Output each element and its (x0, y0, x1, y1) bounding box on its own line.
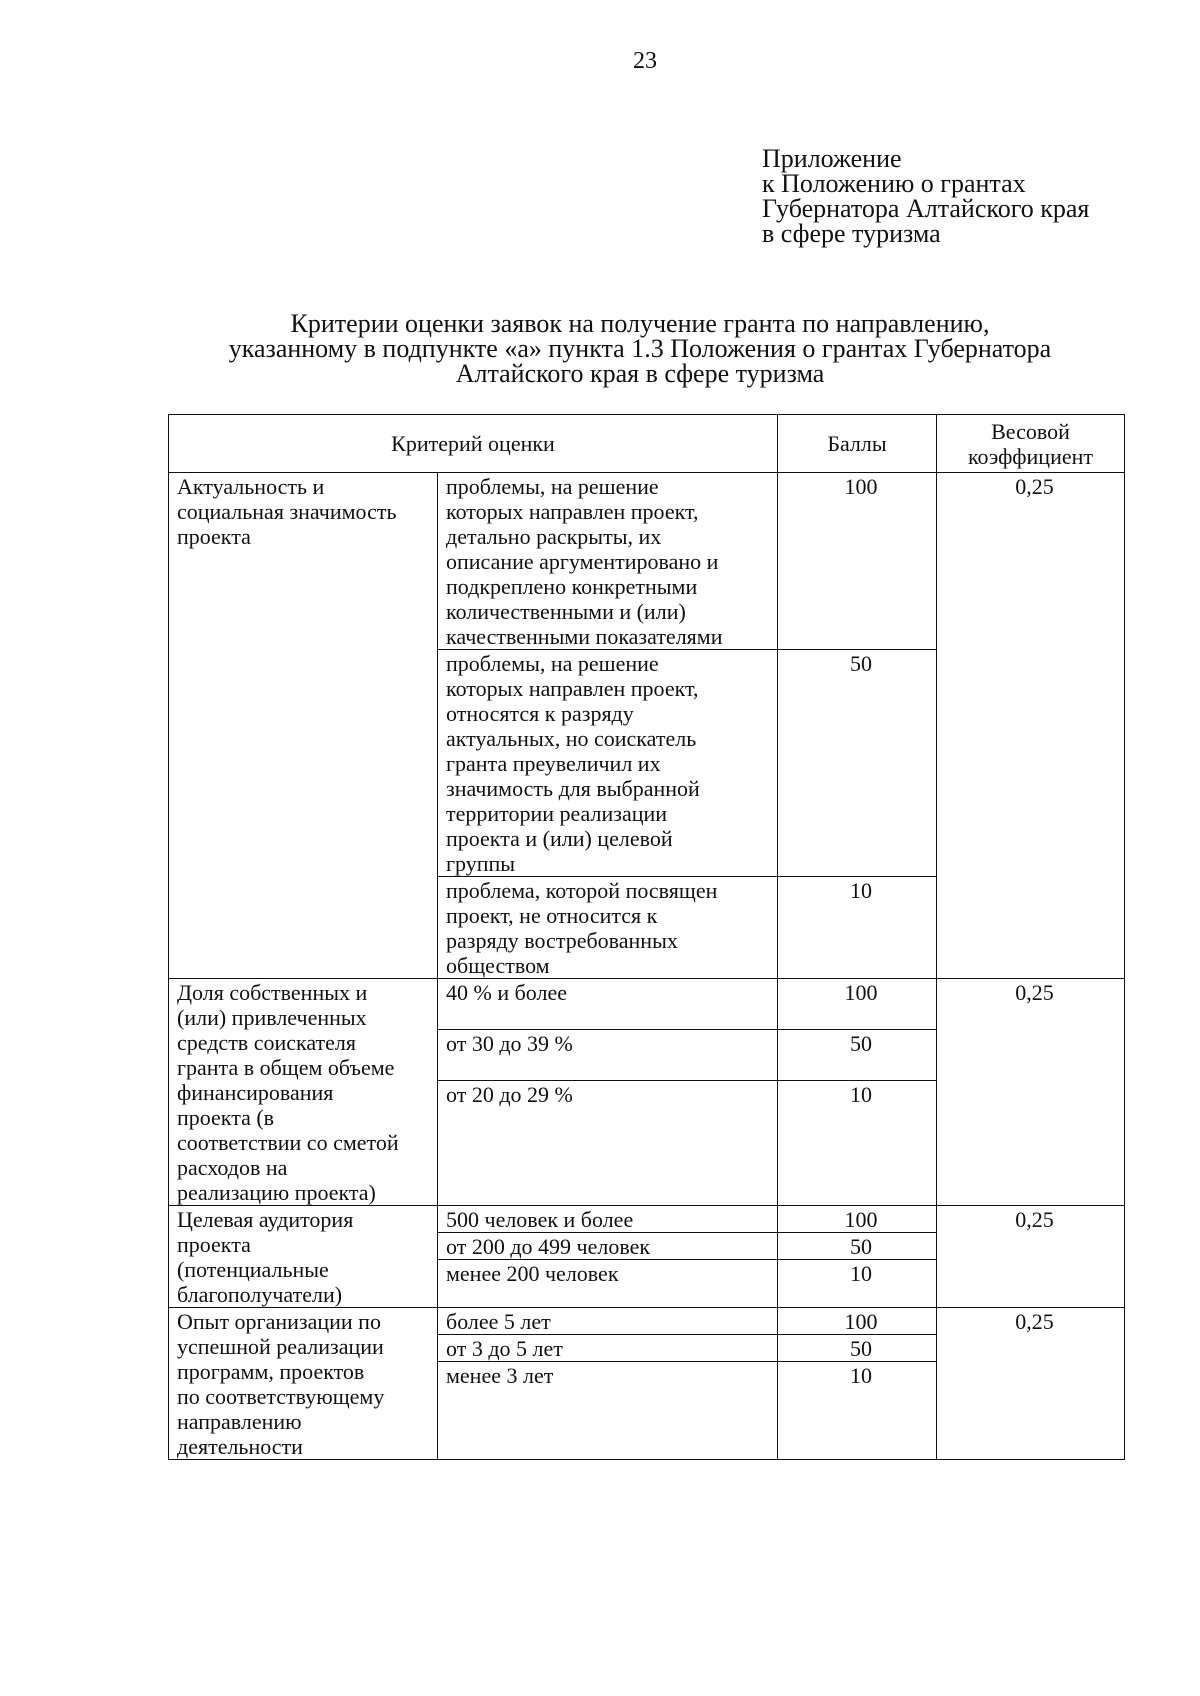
description-cell: от 3 до 5 лет (438, 1335, 778, 1362)
appendix-line: Приложение (762, 144, 902, 173)
points-cell: 10 (778, 1260, 937, 1308)
table-row (169, 979, 1125, 1030)
appendix-note (762, 146, 1089, 246)
weight-cell: 0,25 (937, 473, 1125, 979)
weight-cell: 0,25 (937, 1308, 1125, 1460)
points-cell: 100 (778, 473, 937, 650)
description-cell: от 20 до 29 % (438, 1081, 778, 1206)
criterion-cell: Опыт организации по успешной реализации программ, проектов по соответствующему направлению деятельности (169, 1308, 438, 1460)
points-cell: 100 (778, 979, 937, 1030)
appendix-line: в сфере туризма (762, 219, 941, 248)
points-cell: 100 (778, 1308, 937, 1335)
appendix-line: к Положению о грантах (762, 169, 1026, 198)
criterion-cell: Целевая аудитория проекта (потенциальные благополучатели) (169, 1206, 438, 1308)
table-row (169, 473, 1125, 650)
points-cell: 50 (778, 1335, 937, 1362)
header-points: Баллы (778, 415, 937, 473)
table-row (169, 1206, 1125, 1233)
page-number: 23 (633, 48, 657, 74)
appendix-line: Губернатора Алтайского края (762, 194, 1090, 223)
description-cell: от 200 до 499 человек (438, 1233, 778, 1260)
description-cell: 500 человек и более (438, 1206, 778, 1233)
points-cell: 50 (778, 650, 937, 877)
points-cell: 50 (778, 1233, 937, 1260)
criterion-cell: Доля собственных и (или) привлеченных средств соискателя гранта в общем объеме финансирования проекта (в соответствии со сметой расходов на реализацию проекта) (169, 979, 438, 1206)
title-line: Алтайского края в сфере туризма (455, 359, 825, 388)
points-cell: 10 (778, 1081, 937, 1206)
title-line: указанному в подпункте «а» пункта 1.3 Положения о грантах Губернатора (228, 334, 1052, 363)
points-cell: 10 (778, 1362, 937, 1460)
criterion-cell: Актуальность и социальная значимость проекта (169, 473, 438, 979)
weight-cell: 0,25 (937, 979, 1125, 1206)
description-cell: проблема, которой посвящен проект, не относится к разряду востребованных обществом (438, 877, 778, 979)
description-cell: более 5 лет (438, 1308, 778, 1335)
description-cell: проблемы, на решение которых направлен проект, относятся к разряду актуальных, но соискатель гранта преувеличил их значимость для выбранной территории реализации проекта и (или) целевой группы (438, 650, 778, 877)
description-cell: от 30 до 39 % (438, 1030, 778, 1081)
header-criterion: Критерий оценки (169, 415, 778, 473)
points-cell: 10 (778, 877, 937, 979)
description-cell: менее 200 человек (438, 1260, 778, 1308)
table-row (169, 1308, 1125, 1335)
weight-cell: 0,25 (937, 1206, 1125, 1308)
description-cell: менее 3 лет (438, 1362, 778, 1460)
description-cell: 40 % и более (438, 979, 778, 1030)
title-line: Критерии оценки заявок на получение гранта по направлению, (290, 309, 990, 338)
header-weight: Весовой коэффициент (937, 415, 1125, 473)
table-header-row (169, 415, 1125, 473)
criteria-table (168, 414, 1125, 1460)
document-title (150, 311, 1130, 386)
description-cell: проблемы, на решение которых направлен проект, детально раскрыты, их описание аргументировано и подкреплено конкретными количественными и (или) качественными показателями (438, 473, 778, 650)
points-cell: 50 (778, 1030, 937, 1081)
points-cell: 100 (778, 1206, 937, 1233)
